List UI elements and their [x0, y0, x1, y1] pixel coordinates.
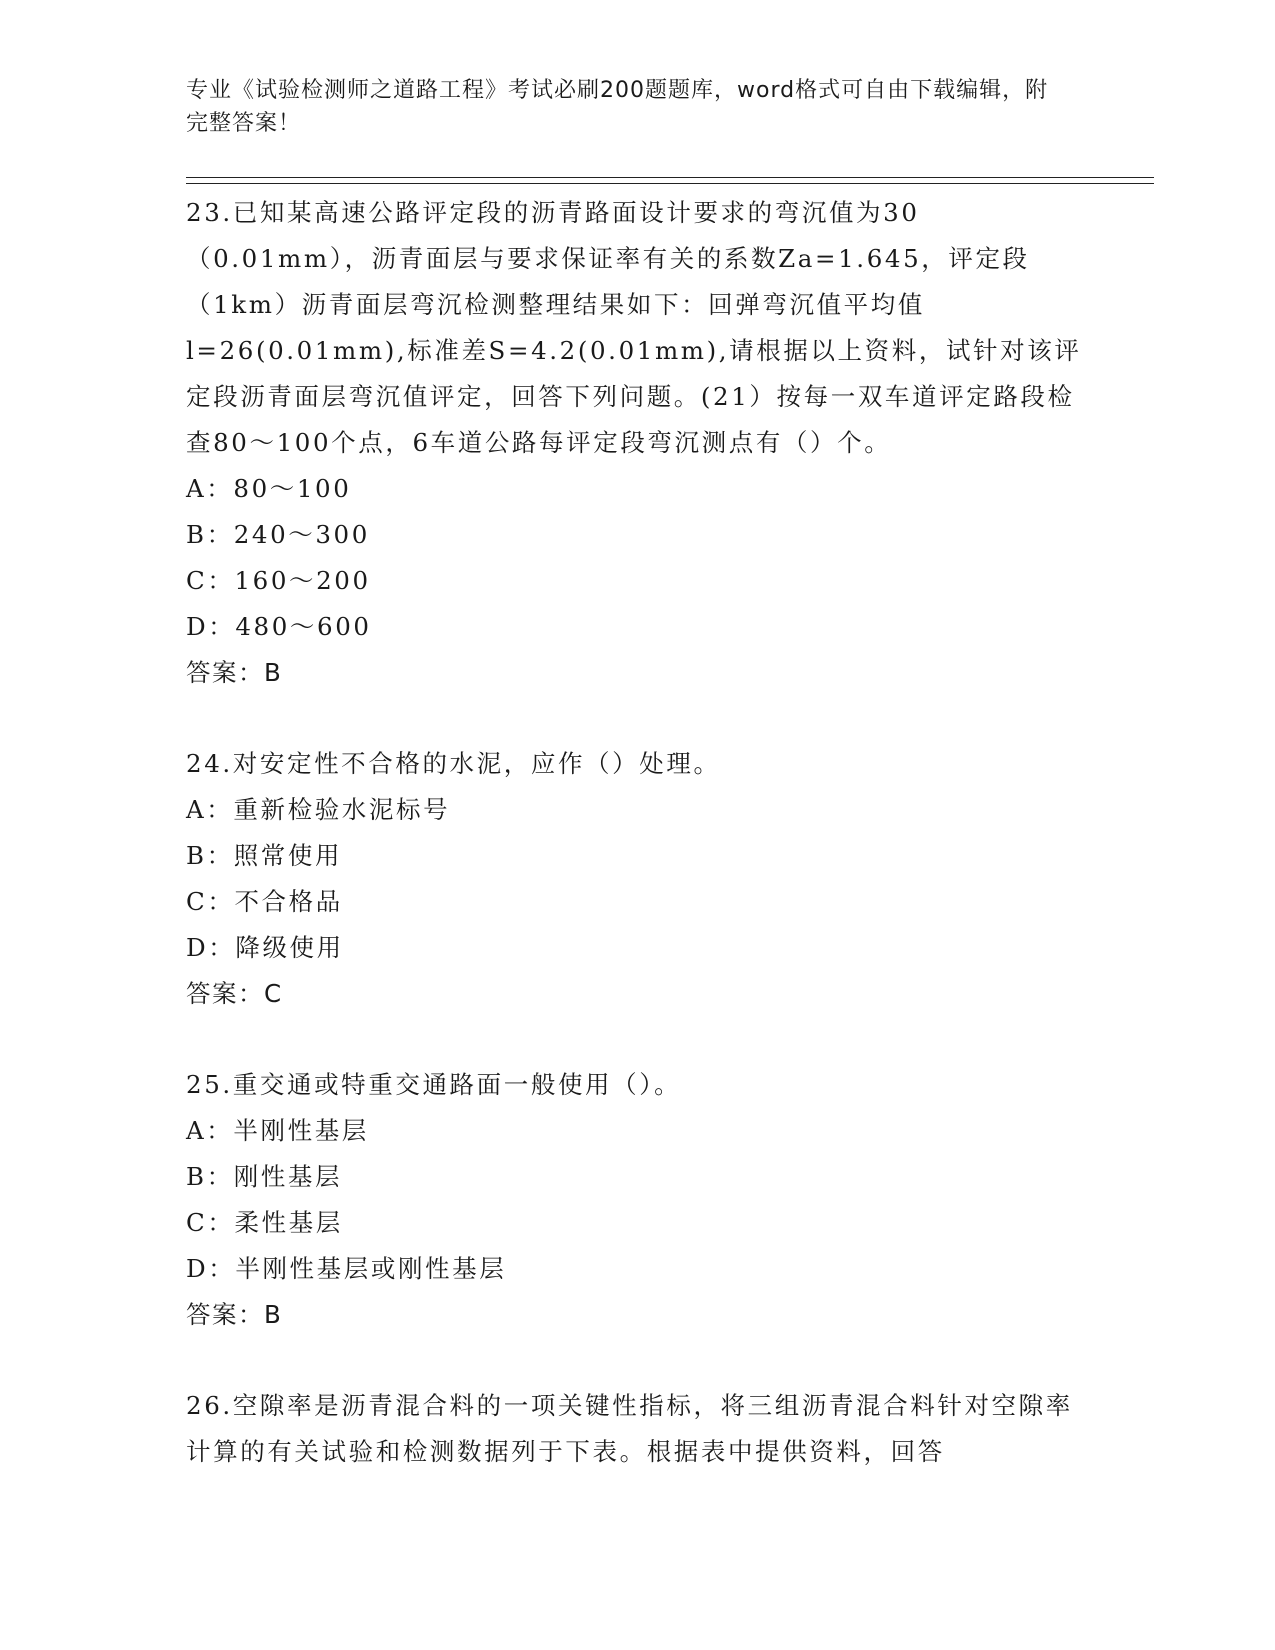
answer: 答案：B — [186, 1300, 283, 1329]
option-b: B：照常使用 — [186, 841, 343, 870]
option-c: C：柔性基层 — [186, 1208, 343, 1237]
option-b: B：240～300 — [186, 520, 370, 549]
question-spacer — [186, 1017, 1086, 1062]
question-25 — [186, 1062, 1086, 1338]
question-spacer — [186, 1338, 1086, 1383]
option-a: A：重新检验水泥标号 — [186, 795, 451, 824]
answer: 答案：B — [186, 658, 283, 687]
option-c: C：160～200 — [186, 566, 371, 595]
question-23 — [186, 190, 1086, 696]
header-divider-line-2 — [186, 183, 1154, 184]
option-d: D：480～600 — [186, 612, 372, 641]
option-b: B：刚性基层 — [186, 1162, 343, 1191]
question-stem: 23.已知某高速公路评定段的沥青路面设计要求的弯沉值为30（0.01mm），沥青面层与要求保证率有关的系数Za=1.645，评定段（1km）沥青面层弯沉检测整理结果如下：回弹弯沉值平均值l=26(0.01mm),标准差S=4.2(0.01mm),请根据以上资料，试针对该评定段沥青面层弯沉值评定，回答下列问题。(21）按每一双车道评定路段检查80～100个点，6车道公路每评定段弯沉测点有（）个。 — [186, 198, 1082, 457]
question-26 — [186, 1383, 1086, 1475]
option-a: A：半刚性基层 — [186, 1116, 369, 1145]
option-d: D：半刚性基层或刚性基层 — [186, 1254, 507, 1283]
option-a: A：80～100 — [186, 474, 352, 503]
option-c: C：不合格品 — [186, 887, 343, 916]
question-spacer — [186, 696, 1086, 741]
answer: 答案：C — [186, 979, 283, 1008]
question-stem: 24.对安定性不合格的水泥，应作（）处理。 — [186, 749, 721, 778]
question-stem: 25.重交通或特重交通路面一般使用（）。 — [186, 1070, 682, 1099]
question-stem: 26.空隙率是沥青混合料的一项关键性指标，将三组沥青混合料针对空隙率计算的有关试验和检测数据列于下表。根据表中提供资料，回答 — [186, 1391, 1073, 1466]
question-list — [186, 190, 1086, 1475]
option-d: D：降级使用 — [186, 933, 344, 962]
header-divider-line — [186, 177, 1154, 178]
question-24 — [186, 741, 1086, 1017]
document-header: 专业《试验检测师之道路工程》考试必刷200题题库，word格式可自由下载编辑，附完整答案！ — [186, 78, 1049, 136]
